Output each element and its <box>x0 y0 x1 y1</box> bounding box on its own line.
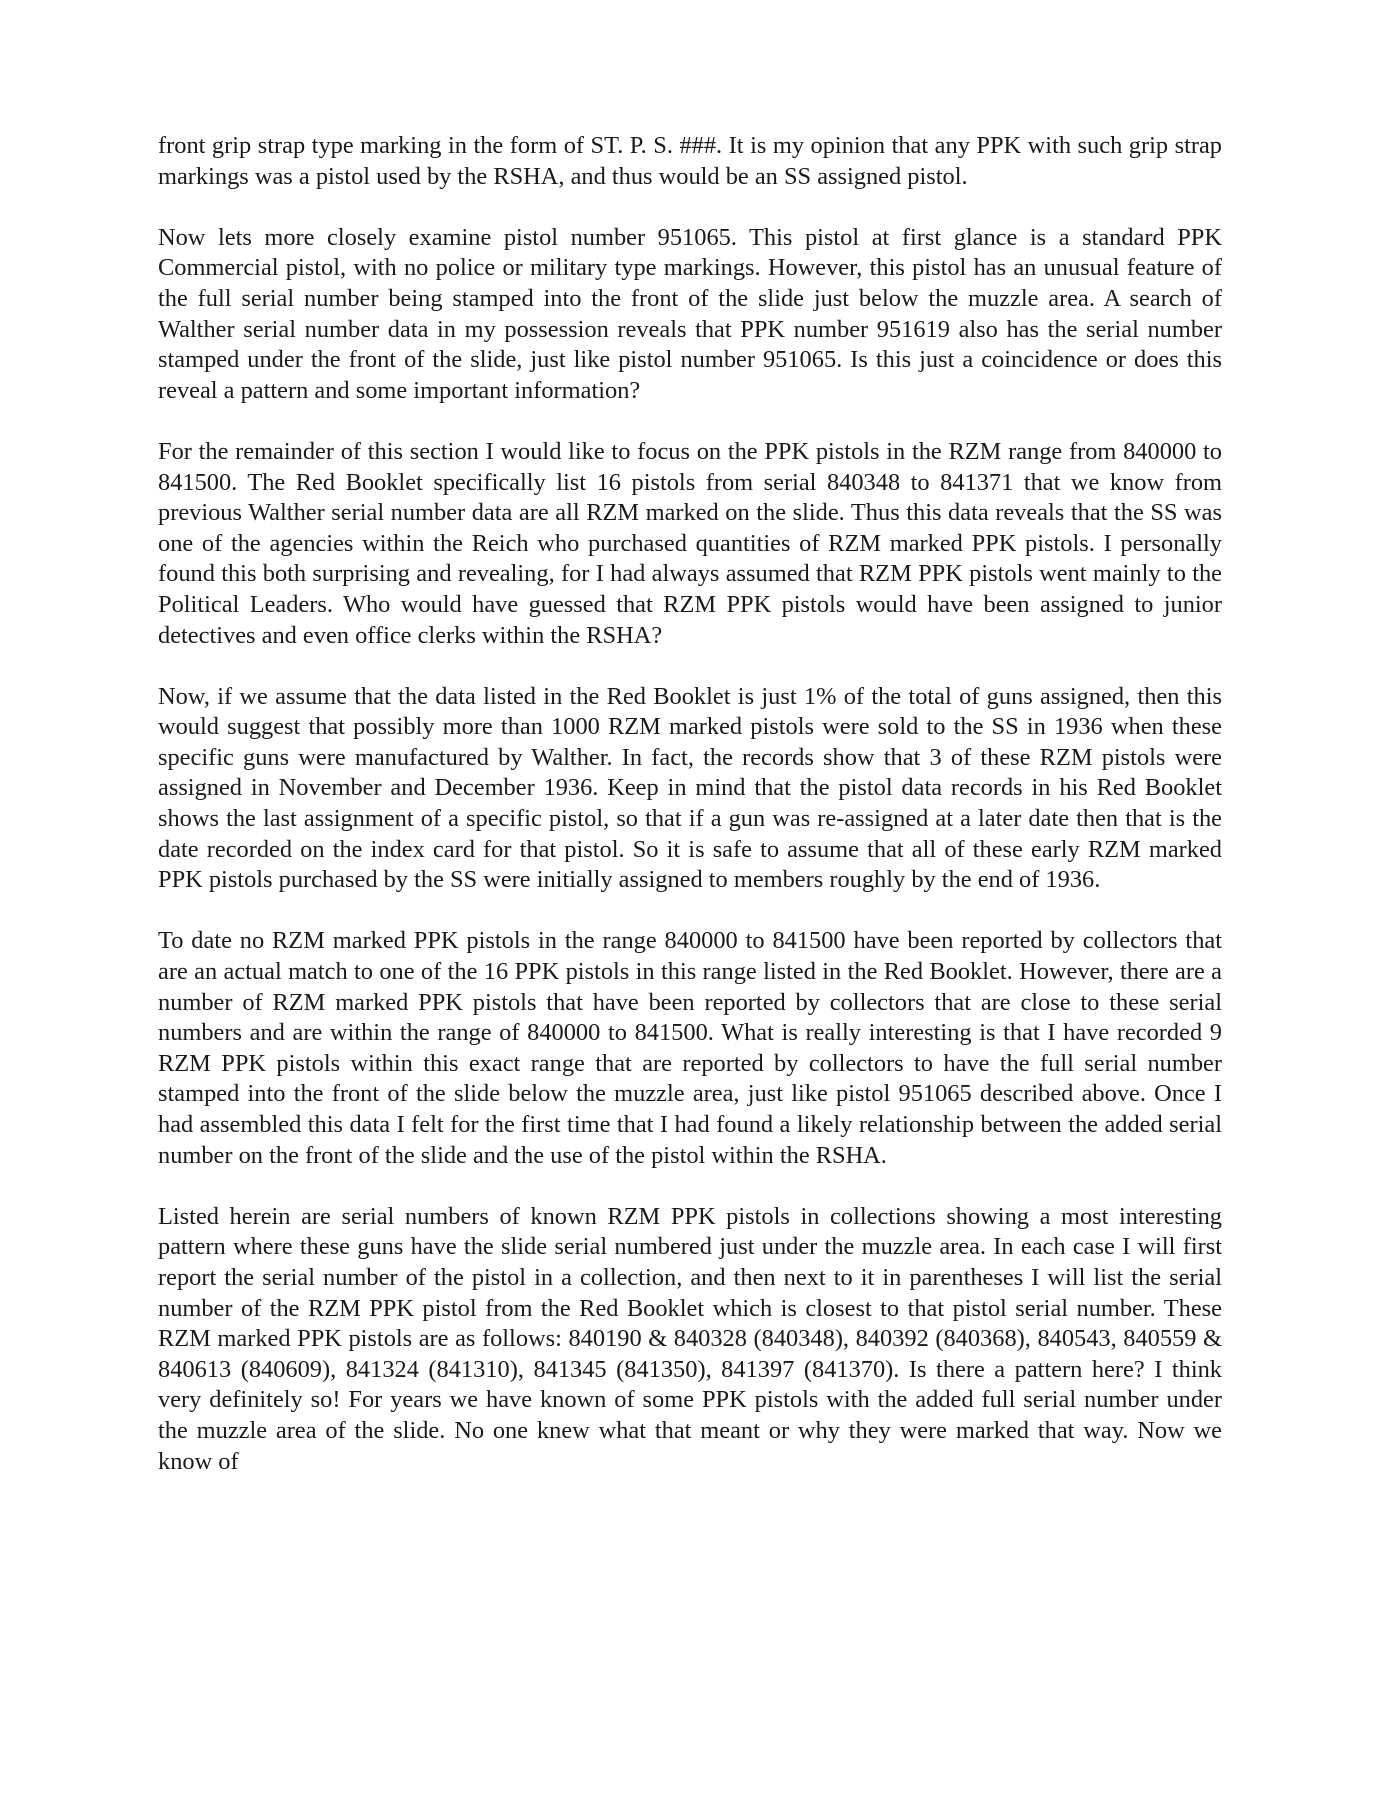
paragraph-grip-strap: front grip strap type marking in the form of ST. P. S. ###. It is my opinion that any PPK with such grip strap markings was a pistol used by the RSHA, and thus would be an SS assigned pistol. <box>158 132 1222 190</box>
paragraph-pistol-951065: Now lets more closely examine pistol number 951065. This pistol at first glance is a standard PPK Commercial pistol, with no police or military type markings. However, this pistol has an unusual feature of the full serial number being stamped into the front of the slide just below the muzzle area. A search of Walther serial number data in my possession reveals that PPK number 951619 also has the serial number stamped under the front of the slide, just like pistol number 951065. Is this just a coincidence or does this reveal a pattern and some important information? <box>158 223 1222 404</box>
document-page <box>158 131 1222 1477</box>
paragraph-red-booklet-estimate: Now, if we assume that the data listed in the Red Booklet is just 1% of the total of guns assigned, then this would suggest that possibly more than 1000 RZM marked pistols were sold to the SS in 1936 when these specific guns were manufactured by Walther. In fact, the records show that 3 of these RZM pistols were assigned in November and December 1936. Keep in mind that the pistol data records in his Red Booklet shows the last assignment of a specific pistol, so that if a gun was re-assigned at a later date then that is the date recorded on the index card for that pistol. So it is safe to assume that all of these early RZM marked PPK pistols purchased by the SS were initially assigned to members roughly by the end of 1936. <box>158 682 1222 894</box>
paragraph-serial-list: Listed herein are serial numbers of known RZM PPK pistols in collections showing a most interesting pattern where these guns have the slide serial numbered just under the muzzle area. In each case I will first report the serial number of the pistol in a collection, and then next to it in parentheses I will list the serial number of the RZM PPK pistol from the Red Booklet which is closest to that pistol serial number. These RZM marked PPK pistols are as follows: 840190 & 840328 (840348), 840392 (840368), 840543, 840559 & 840613 (840609), 841324 (841310), 841345 (841350), 841397 (841370). Is there a pattern here? I think very definitely so! For years we have known of some PPK pistols with the added full serial number under the muzzle area of the slide. No one knew what that meant or why they were marked that way. Now we know of <box>158 1202 1222 1475</box>
paragraph-collector-reports: To date no RZM marked PPK pistols in the range 840000 to 841500 have been reported by collectors that are an actual match to one of the 16 PPK pistols in this range listed in the Red Booklet. However, there are a number of RZM marked PPK pistols that have been reported by collectors that are close to these serial numbers and are within the range of 840000 to 841500. What is really interesting is that I have recorded 9 RZM PPK pistols within this exact range that are reported by collectors to have the full serial number stamped into the front of the slide below the muzzle area, just like pistol 951065 described above. Once I had assembled this data I felt for the first time that I had found a likely relationship between the added serial number on the front of the slide and the use of the pistol within the RSHA. <box>158 927 1222 1169</box>
paragraph-rzm-range: For the remainder of this section I would like to focus on the PPK pistols in the RZM range from 840000 to 841500. The Red Booklet specifically list 16 pistols from serial 840348 to 841371 that we know from previous Walther serial number data are all RZM marked on the slide. Thus this data reveals that the SS was one of the agencies within the Reich who purchased quantities of RZM marked PPK pistols. I personally found this both surprising and revealing, for I had always assumed that RZM PPK pistols went mainly to the Political Leaders. Who would have guessed that RZM PPK pistols would have been assigned to junior detectives and even office clerks within the RSHA? <box>158 437 1222 649</box>
